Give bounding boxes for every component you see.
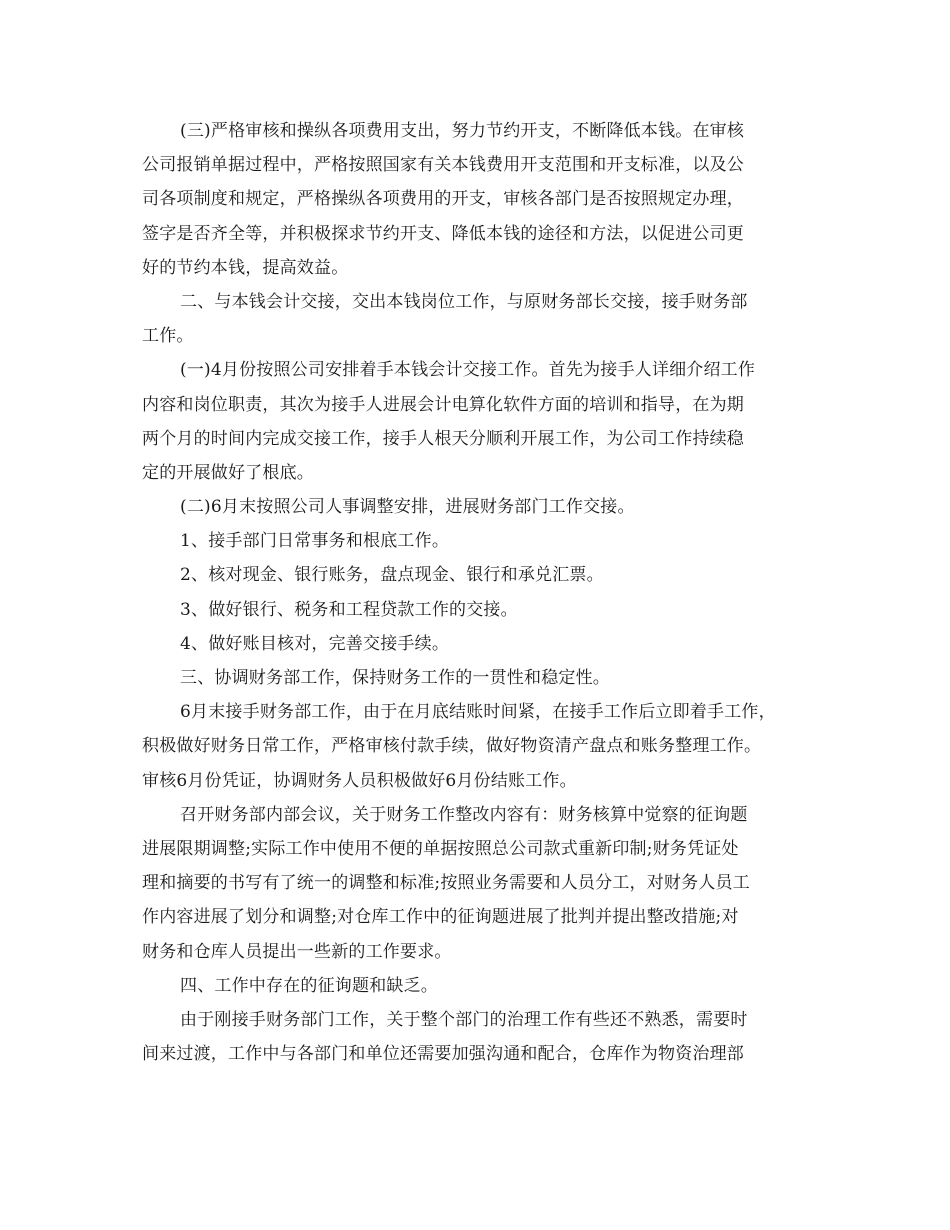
- text-line: 由于刚接手财务部门工作，关于整个部门的治理工作有些还不熟悉，需要时: [180, 1009, 748, 1030]
- text-line: (三)严格审核和操纵各项费用支出，努力节约开支，不断降低本钱。在审核: [180, 121, 745, 141]
- text-line: 司各项制度和规定，严格操纵各项费用的开支，审核各部门是否按照规定办理，: [142, 189, 744, 210]
- text-line: 4、做好账目核对，完善交接手续。: [180, 633, 450, 654]
- text-line: 两个月的时间内完成交接工作，接手人根天分顺利开展工作，为公司工作持续稳: [142, 428, 744, 449]
- text-line: 召开财务部内部会议，关于财务工作整改内容有：财务核算中觉察的征询题: [180, 804, 748, 825]
- text-line: 工作。: [142, 326, 194, 347]
- text-line: 好的节约本钱，提高效益。: [142, 257, 349, 278]
- document-body: [142, 114, 822, 1071]
- text-line: 2、核对现金、银行账务，盘点现金、银行和承兑汇票。: [180, 565, 604, 586]
- text-line: 二、与本钱会计交接，交出本钱岗位工作，与原财务部长交接，接手财务部: [180, 291, 748, 312]
- text-line: 间来过渡，工作中与各部门和单位还需要加强沟通和配合，仓库作为物资治理部: [142, 1044, 744, 1065]
- text-line: 作内容进展了划分和调整;对仓库工作中的征询题进展了批判并提出整改措施;对: [142, 907, 739, 928]
- text-line: 理和摘要的书写有了统一的调整和标准;按照业务需要和人员分工，对财务人员工: [142, 873, 750, 894]
- text-line: 3、做好银行、税务和工程贷款工作的交接。: [180, 599, 518, 620]
- text-line: 签字是否齐全等，并积极探求节约开支、降低本钱的途径和方法，以促进公司更: [142, 223, 744, 244]
- text-line: 定的开展做好了根底。: [142, 462, 314, 483]
- text-line: (一)4月份按照公司安排着手本钱会计交接工作。首先为接手人详细介绍工作: [180, 360, 756, 381]
- text-line: (二)6月末按照公司人事调整安排，进展财务部门工作交接。: [180, 497, 635, 518]
- text-line: 内容和岗位职责，其次为接手人进展会计电算化软件方面的培训和指导，在为期: [142, 394, 744, 415]
- text-line: 1、接手部门日常事务和根底工作。: [180, 531, 450, 552]
- text-line: 6月末接手财务部工作，由于在月底结账时间紧，在接手工作后立即着手工作，: [180, 702, 776, 723]
- text-line: 三、协调财务部工作，保持财务工作的一贯性和稳定性。: [180, 668, 610, 688]
- text-line: 四、工作中存在的征询题和缺乏。: [180, 975, 438, 996]
- text-line: 积极做好财务日常工作，严格审核付款手续，做好物资清产盘点和账务整理工作。: [142, 736, 762, 757]
- text-line: 财务和仓库人员提出一些新的工作要求。: [142, 941, 452, 962]
- text-line: 公司报销单据过程中，严格按照国家有关本钱费用开支范围和开支标准，以及公: [142, 155, 744, 176]
- text-line: 审核6月份凭证，协调财务人员积极做好6月份结账工作。: [142, 770, 577, 791]
- text-line: 进展限期调整;实际工作中使用不便的单据按照总公司款式重新印制;财务凭证处: [142, 838, 739, 859]
